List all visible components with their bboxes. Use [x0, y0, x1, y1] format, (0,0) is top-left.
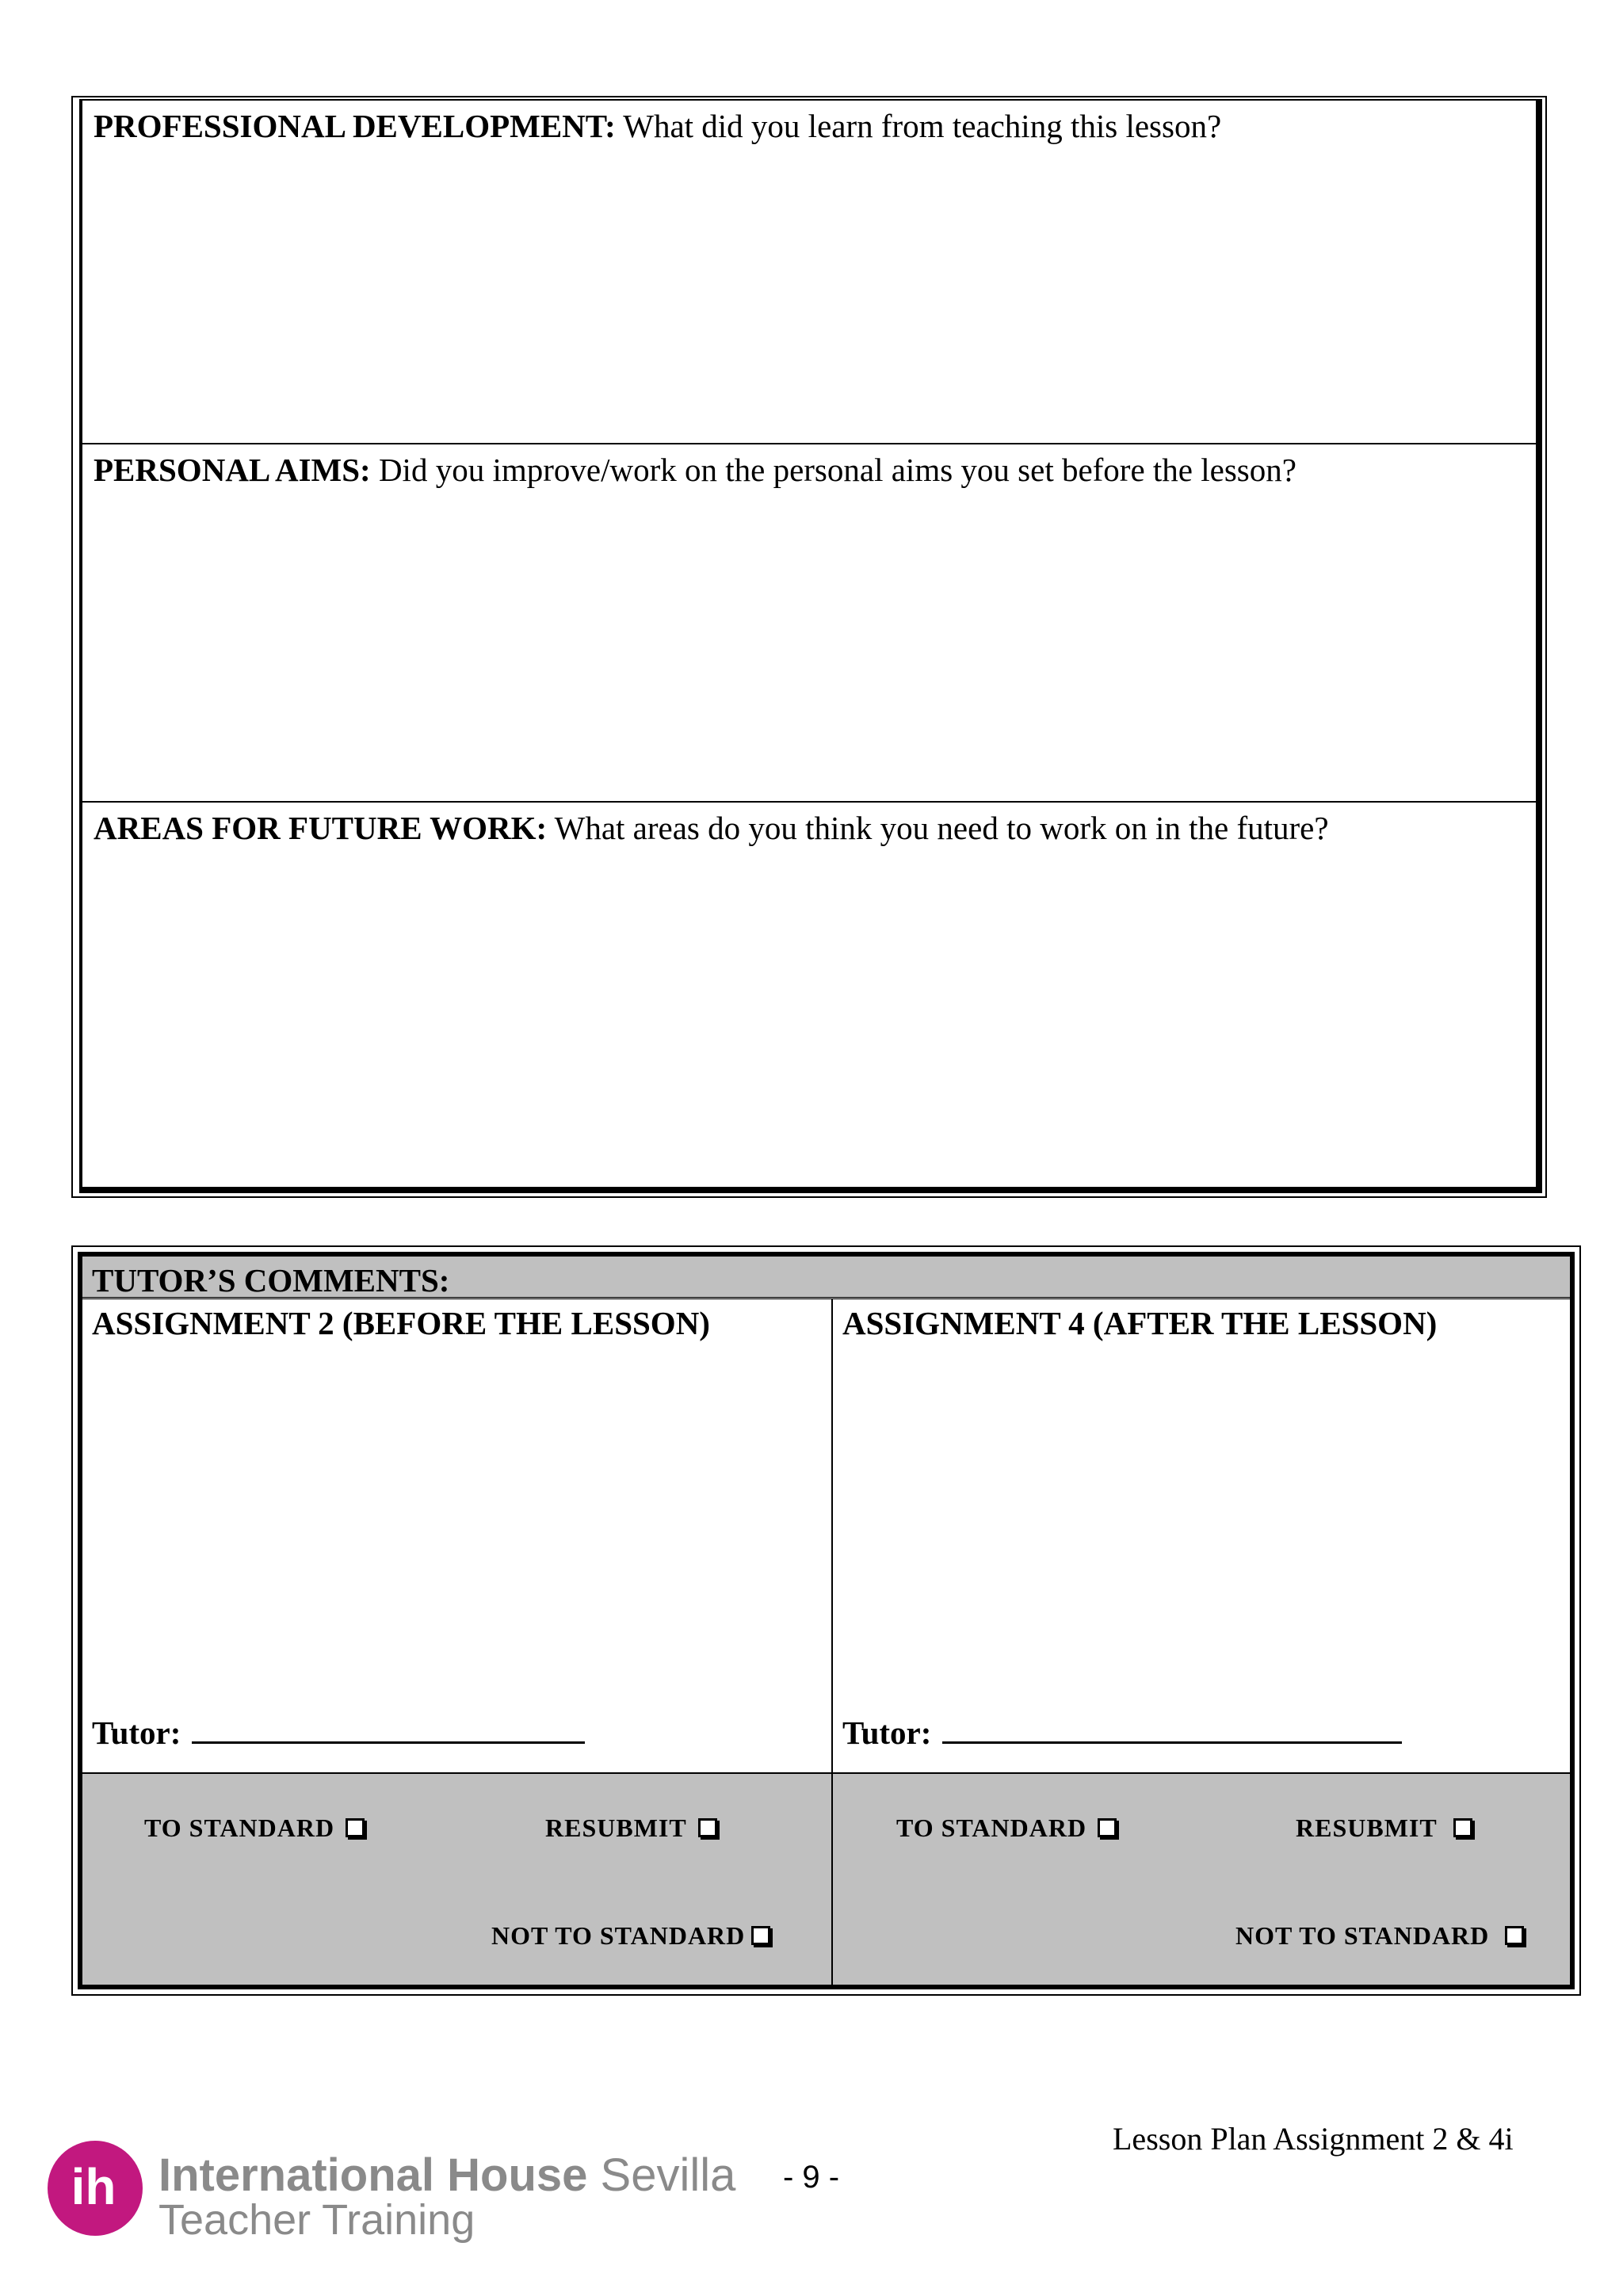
personal-aims-prompt — [94, 451, 1296, 490]
assignment-4-resubmit-option[interactable] — [1296, 1814, 1472, 1843]
professional-development-section[interactable] — [82, 101, 1536, 443]
assignment-4-to-standard-label: TO STANDARD — [896, 1814, 1087, 1842]
logo-name-city: Sevilla — [587, 2149, 736, 2201]
personal-aims-section[interactable] — [82, 443, 1536, 801]
professional-development-label: PROFESSIONAL DEVELOPMENT: — [94, 108, 616, 144]
areas-future-work-section[interactable] — [82, 801, 1536, 1187]
tutor-comments-table-body — [78, 1252, 1575, 1989]
assignment-4-resubmit-label: RESUBMIT — [1296, 1814, 1438, 1842]
ih-logo-letters: ih — [71, 2158, 116, 2215]
assignment-2-comments-cell[interactable] — [82, 1299, 833, 1772]
logo-subtitle: Teacher Training — [158, 2196, 475, 2244]
assignment-4-tutor-signature-field[interactable] — [942, 1710, 1402, 1744]
document-title: Lesson Plan Assignment 2 & 4i — [1113, 2121, 1514, 2157]
assignment-2-heading: ASSIGNMENT 2 (BEFORE THE LESSON) — [92, 1305, 710, 1341]
assignment-4-resubmit-checkbox[interactable] — [1453, 1818, 1472, 1837]
tutor-comments-table — [71, 1245, 1581, 1996]
areas-future-work-prompt — [94, 809, 1329, 848]
assignment-2-to-standard-label: TO STANDARD — [144, 1814, 335, 1842]
assignment-4-not-to-standard-checkbox[interactable] — [1505, 1926, 1524, 1945]
logo-name — [158, 2149, 735, 2202]
assignment-4-grade-cell — [833, 1772, 1570, 1985]
assignment-2-not-to-standard-option[interactable] — [491, 1921, 770, 1951]
assignment-4-comments-cell[interactable] — [833, 1299, 1570, 1772]
assignment-2-to-standard-checkbox[interactable] — [346, 1818, 365, 1837]
assignment-2-grade-cell — [82, 1772, 833, 1985]
assignment-2-resubmit-option[interactable] — [545, 1814, 717, 1843]
assignment-2-tutor-line — [92, 1710, 585, 1752]
ih-logo-icon — [46, 2139, 144, 2241]
assignment-4-to-standard-option[interactable] — [896, 1814, 1117, 1843]
reflection-table — [71, 96, 1547, 1198]
logo-name-bold: International House — [158, 2149, 588, 2201]
assignment-2-resubmit-label: RESUBMIT — [545, 1814, 687, 1842]
reflection-table-body — [79, 99, 1542, 1193]
assignment-2-tutor-signature-field[interactable] — [192, 1710, 585, 1744]
personal-aims-label: PERSONAL AIMS: — [94, 452, 371, 488]
personal-aims-question: Did you improve/work on the personal aims you set before the lesson? — [370, 452, 1296, 488]
assignment-4-tutor-line — [842, 1710, 1402, 1752]
assignment-2-tutor-label: Tutor: — [92, 1714, 181, 1751]
assignment-2-resubmit-checkbox[interactable] — [698, 1818, 717, 1837]
assignment-4-not-to-standard-label: NOT TO STANDARD — [1235, 1921, 1490, 1950]
assignment-2-to-standard-option[interactable] — [144, 1814, 365, 1843]
assignment-4-not-to-standard-option[interactable] — [1235, 1921, 1524, 1951]
assignment-4-to-standard-checkbox[interactable] — [1098, 1818, 1117, 1837]
assignment-4-tutor-label: Tutor: — [842, 1714, 932, 1751]
areas-future-work-label: AREAS FOR FUTURE WORK: — [94, 810, 548, 846]
professional-development-question: What did you learn from teaching this lesson? — [615, 108, 1222, 144]
assignment-2-not-to-standard-label: NOT TO STANDARD — [491, 1921, 746, 1950]
tutor-comments-header: TUTOR’S COMMENTS: — [92, 1262, 450, 1299]
professional-development-prompt — [94, 107, 1221, 146]
assignment-2-not-to-standard-checkbox[interactable] — [751, 1926, 770, 1945]
ih-logo-mark — [46, 2139, 144, 2237]
page-number: - 9 - — [783, 2160, 840, 2195]
tutor-comments-header-row — [82, 1257, 1570, 1299]
assignment-4-heading: ASSIGNMENT 4 (AFTER THE LESSON) — [842, 1305, 1438, 1341]
areas-future-work-question: What areas do you think you need to work on in the future? — [547, 810, 1329, 846]
